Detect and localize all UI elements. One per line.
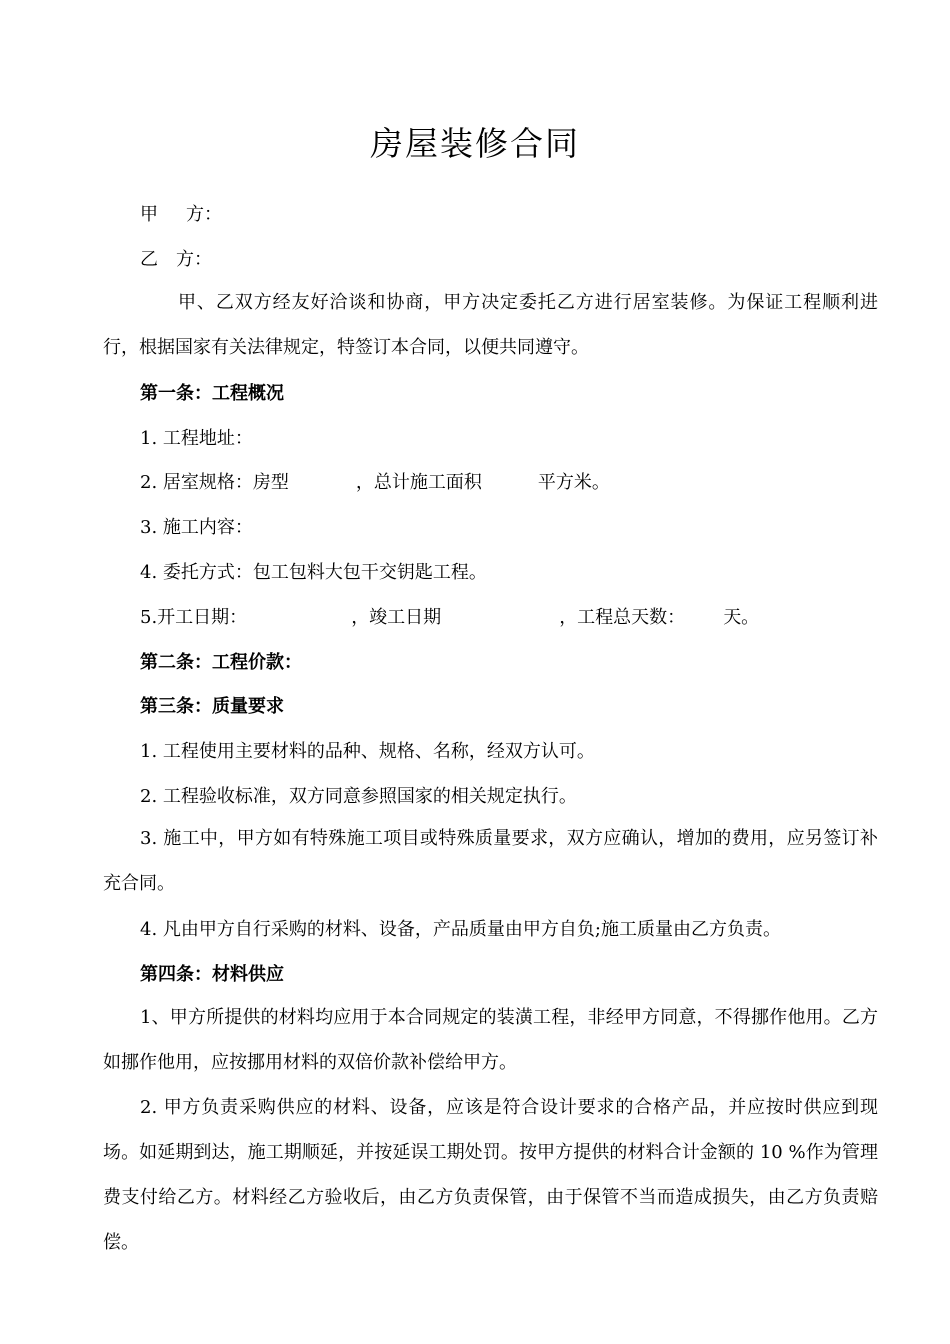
- party-b-suffix: 方：: [176, 249, 212, 270]
- article1-item5-end: 天。: [723, 607, 760, 628]
- article1-item2-label: 2. 居室规格：房型: [140, 472, 289, 493]
- article2-heading: 第二条：工程价款：: [140, 652, 302, 673]
- intro-paragraph: [103, 280, 878, 370]
- party-a-line: [140, 202, 222, 228]
- article1-item5-start: 5.开工日期：: [140, 607, 248, 628]
- article4-item1-paragraph: [103, 995, 878, 1085]
- article3-item4: 4. 凡由甲方自行采购的材料、设备，产品质量由甲方自负;施工质量由乙方负责。: [140, 919, 781, 940]
- document-title: 房屋装修合同: [370, 124, 580, 163]
- party-a-suffix: 方：: [186, 204, 222, 225]
- article1-item5-mid2: ，工程总天数：: [559, 607, 686, 628]
- party-a-label: 甲: [140, 204, 158, 225]
- article3-item1: 1. 工程使用主要材料的品种、规格、名称，经双方认可。: [140, 741, 595, 762]
- article3-heading: 第三条：质量要求: [140, 696, 284, 717]
- article1-item5-mid: ，竣工日期: [351, 607, 442, 628]
- article1-item1: 1. 工程地址：: [140, 428, 253, 449]
- article3-item2: 2. 工程验收标准，双方同意参照国家的相关规定执行。: [140, 786, 577, 807]
- article1-item2: [140, 470, 610, 496]
- article3-item3: 3. 施工中，甲方如有特殊施工项目或特殊质量要求，双方应确认，增加的费用，应另签订补充合同。: [103, 828, 878, 894]
- article1-item3: 3. 施工内容：: [140, 517, 253, 538]
- article1-item5: [140, 605, 759, 631]
- article4-heading: 第四条：材料供应: [140, 964, 284, 985]
- article1-item2-end: 平方米。: [537, 472, 610, 493]
- intro-text: 甲、乙双方经友好洽谈和协商，甲方决定委托乙方进行居室装修。为保证工程顺利进行，根据国家有关法律规定，特签订本合同，以便共同遵守。: [103, 292, 878, 358]
- article1-heading: 第一条：工程概况: [140, 383, 284, 404]
- article1-item2-mid: ，总计施工面积: [355, 472, 482, 493]
- article3-item3-paragraph: [103, 816, 878, 906]
- article4-item1: 1、甲方所提供的材料均应用于本合同规定的装潢工程，非经甲方同意，不得挪作他用。乙方如挪作他用，应按挪用材料的双倍价款补偿给甲方。: [103, 1007, 878, 1073]
- party-b-label: 乙: [140, 249, 158, 270]
- article1-item4: 4. 委托方式：包工包料大包干交钥匙工程。: [140, 562, 487, 583]
- article4-item2-paragraph: [103, 1085, 878, 1265]
- article4-item2: 2. 甲方负责采购供应的材料、设备，应该是符合设计要求的合格产品，并应按时供应到现场。如延期到达，施工期顺延，并按延误工期处罚。按甲方提供的材料合计金额的 10 %作为管理费支付给乙方。材料经乙方验收后，由乙方负责保管，由于保管不当而造成损失，由乙方负责赔偿。: [103, 1097, 878, 1253]
- party-b-line: [140, 247, 212, 273]
